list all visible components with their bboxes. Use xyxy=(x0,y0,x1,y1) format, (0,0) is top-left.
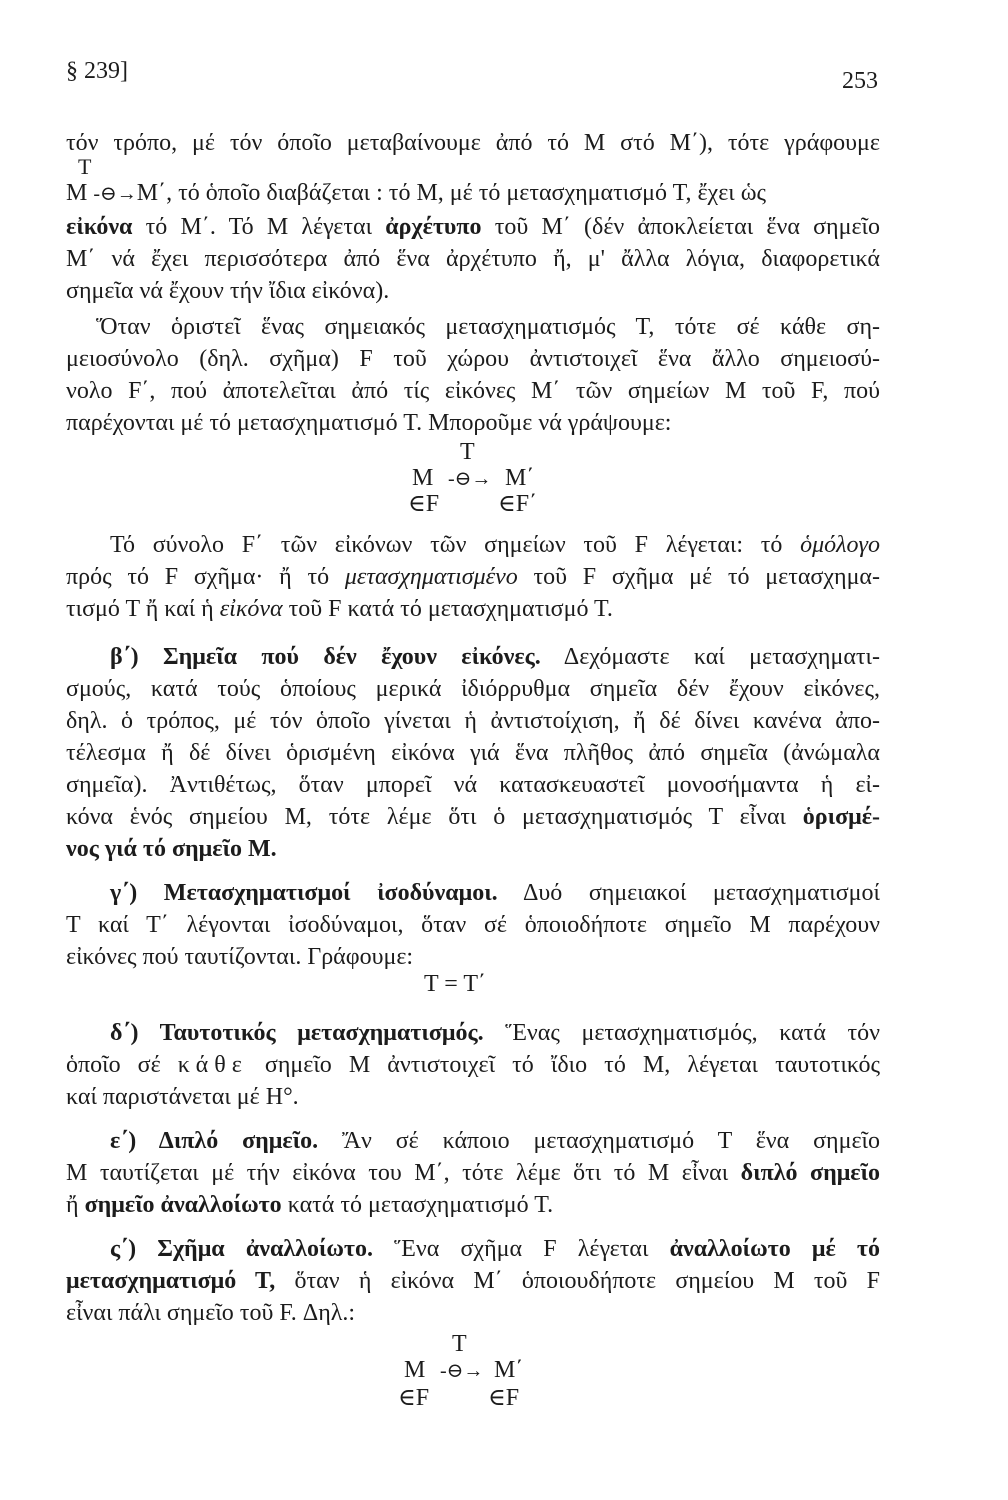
transform-arrow: -⊖→ xyxy=(448,468,492,490)
text-line: σημεῖα νά ἔχουν τήν ἴδια εἰκόνα). xyxy=(66,278,390,304)
formula-set: ∈F xyxy=(398,1385,430,1411)
text-line: σμούς, κατά τούς ὁποίους μερικά ἰδιόρρυθμα σημεῖα δέν ἔχουν εἰκόνες, xyxy=(66,676,880,702)
text-line: εἰκόνες πού ταυτίζονται. Γράφουμε: xyxy=(66,944,414,970)
transform-label: Τ xyxy=(78,154,92,179)
text-line: Τό σύνολο F΄ τῶν εἰκόνων τῶν σημείων τοῦ F λέγεται: τό ὁμόλογο xyxy=(110,532,880,558)
text-line: ἤ σημεῖο ἀναλλοίωτο κατά τό μετασχηματισμό Τ. xyxy=(66,1192,554,1218)
section-reference: § 239] xyxy=(66,58,128,84)
section-gamma-heading: γ΄) Μετασχηματισμοί ἰσοδύναμοι. Δυό σημειακοί μετασχηματισμοί xyxy=(110,880,881,906)
formula-set: ∈F xyxy=(408,491,440,517)
text-line: τισμό Τ ἤ καί ἡ εἰκόνα τοῦ F κατά τό μετασχηματισμό Τ. xyxy=(66,596,613,622)
text-line: παρέχονται μέ τό μετασχηματισμό Τ. Μποροῦμε νά γράψουμε: xyxy=(66,410,672,436)
formula-image-set: ∈F xyxy=(488,1385,520,1411)
text-line: εἰκόνα τό Μ΄. Τό Μ λέγεται ἀρχέτυπο τοῦ Μ΄ (δέν ἀποκλείεται ἕνα σημεῖο xyxy=(66,214,880,240)
formula-point: Μ xyxy=(412,465,434,491)
formula-image-point: Μ΄ xyxy=(505,465,535,491)
text-line: πρός τό F σχῆμα· ἤ τό μετασχηματισμένο τοῦ F σχῆμα μέ τό μετασχημα- xyxy=(66,564,880,590)
transform-arrow: -⊖→ xyxy=(93,183,137,205)
text-line: καί παριστάνεται μέ Η°. xyxy=(66,1084,299,1110)
formula-point: Μ xyxy=(404,1357,426,1383)
formula-image-set: ∈F΄ xyxy=(498,491,538,517)
formula-transform-label: Τ xyxy=(460,439,475,465)
text-line: μετασχηματισμό Τ, ὅταν ἡ εἰκόνα Μ΄ ὁποιουδήποτε σημείου Μ τοῦ F xyxy=(66,1268,881,1294)
section-stigma-heading: ς΄) Σχῆμα ἀναλλοίωτο. Ἕνα σχῆμα F λέγεται ἀναλλοίωτο μέ τό xyxy=(110,1236,880,1262)
section-delta-heading: δ΄) Ταυτοτικός μετασχηματισμός. Ἕνας μετασχηματισμός, κατά τόν xyxy=(110,1020,880,1046)
text-line: σημεῖα). Ἀντιθέτως, ὅταν μπορεῖ νά κατασκευαστεῖ μονοσήμαντα ἡ εἰ- xyxy=(66,772,880,798)
text-line: ὁποῖο σέ κάθε σημεῖο Μ ἀντιστοιχεῖ τό ἴδιο τό Μ, λέγεται ταυτοτικός xyxy=(66,1052,880,1078)
page-number: 253 xyxy=(842,68,878,94)
text-line: νος γιά τό σημεῖο Μ. xyxy=(66,836,277,862)
formula-transform-label: Τ xyxy=(452,1331,467,1357)
formula-image-point: Μ΄ xyxy=(494,1357,524,1383)
section-epsilon-heading: ε΄) Διπλό σημεῖο. Ἄν σέ κάποιο μετασχηματισμό Τ ἕνα σημεῖο xyxy=(110,1128,880,1154)
text-line: Ὅταν ὁριστεῖ ἕνας σημειακός μετασχηματισμός Τ, τότε σέ κάθε ση- xyxy=(96,314,880,340)
section-beta-heading: β΄) Σημεῖα πού δέν ἔχουν εἰκόνες. Δεχόμαστε καί μετασχηματι- xyxy=(110,644,880,670)
text-line: Μ ταυτίζεται μέ τήν εἰκόνα του Μ΄, τότε λέμε ὅτι τό Μ εἶναι διπλό σημεῖο xyxy=(66,1160,880,1186)
text-line: κόνα ἑνός σημείου Μ, τότε λέμε ὅτι ὁ μετασχηματισμός Τ εἶναι ὁρισμέ- xyxy=(66,804,880,830)
text-line: τέλεσμα ἤ δέ δίνει ὁρισμένη εἰκόνα γιά ἕνα πλῆθος ἀπό σημεῖα (ἀνώμαλα xyxy=(66,740,880,766)
text-line: νολο F΄, πού ἀποτελεῖται ἀπό τίς εἰκόνες Μ΄ τῶν σημείων Μ τοῦ F, πού xyxy=(66,378,880,404)
text-line: μειοσύνολο (δηλ. σχῆμα) F τοῦ χώρου ἀντιστοιχεῖ ἕνα ἄλλο σημειοσύ- xyxy=(66,346,880,372)
formula-equivalence: Τ = Τ΄ xyxy=(424,971,486,997)
text-line: Μ -⊖→Μ΄, τό ὁποῖο διαβάζεται : τό Μ, μέ τό μετασχηματισμό Τ, ἔχει ὡς xyxy=(66,180,767,206)
text-line: δηλ. ὁ τρόπος, μέ τόν ὁποῖο γίνεται ἡ ἀντιστοίχιση, ἤ δέ δίνει κανένα ἀπο- xyxy=(66,708,880,734)
text-line: τόν τρόπο, μέ τόν όποῖο μεταβαίνουμε ἀπό τό Μ στό Μ΄), τότε γράφουμε xyxy=(66,130,880,156)
text-line: Μ΄ νά ἔχει περισσότερα ἀπό ἕνα ἀρχέτυπο ἤ, μ' ἄλλα λόγια, διαφορετικά xyxy=(66,246,880,272)
text-line: Τ καί Τ΄ λέγονται ἰσοδύναμοι, ὅταν σέ ὁποιοδήποτε σημεῖο Μ παρέχουν xyxy=(66,912,880,938)
transform-arrow: -⊖→ xyxy=(440,1360,484,1382)
text-line: εἶναι πάλι σημεῖο τοῦ F. Δηλ.: xyxy=(66,1300,356,1326)
